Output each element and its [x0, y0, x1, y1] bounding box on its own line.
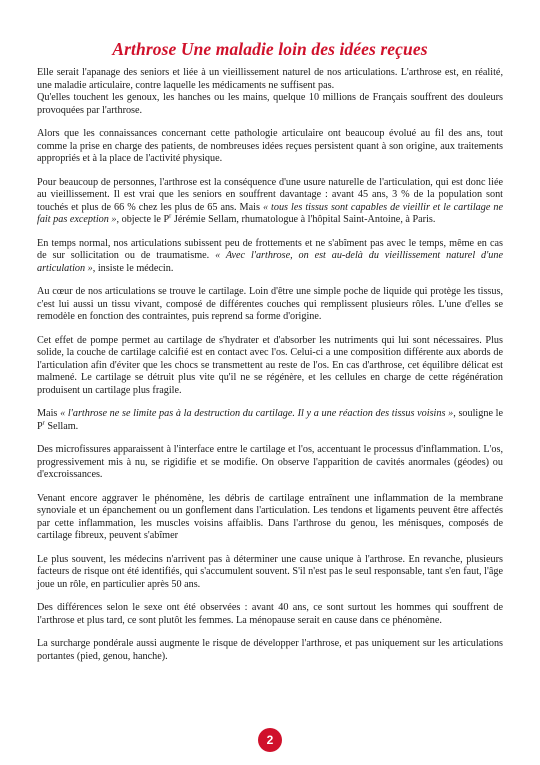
paragraph-4: [37, 238, 503, 276]
paragraph-12: La surcharge pondérale aussi augmente le risque de développer l'arthrose, et pas uniquement sur les articulations portantes (pied, genou, hanche).: [37, 638, 503, 662]
paragraph-8: Des microfissures apparaissent à l'interface entre le cartilage et l'os, accentuant le processus d'inflammation. L'os, progressivement mis à nu, se rigidifie et se modifie. On observe l'apparition de cavités anormales (géodes) ou d'excroissances.: [37, 444, 503, 480]
paragraph-7-text-a: Mais: [37, 408, 61, 419]
paragraph-intro: [37, 67, 503, 117]
superscript: r: [42, 419, 45, 427]
paragraph-7-text-b: , souligne le P: [37, 408, 504, 432]
document-page: [37, 0, 503, 674]
paragraph-2: Alors que les connaissances concernant cette pathologie articulaire ont beaucoup évolué au fil des ans, tout comme la prise en charge des patients, de nombreuses idées reçues persistent quant à son origine, aux traitements appropriés et à la place de l'activité physique.: [37, 128, 503, 164]
paragraph-3-text-c: Jérémie Sellam, rhumatologue à l'hôpital Saint-Antoine, à Paris.: [171, 214, 436, 225]
paragraph-5: Au cœur de nos articulations se trouve le cartilage. Loin d'être une simple poche de liquide qui protège les tissus, c'est lui aussi un tissu vivant, composé de différentes couches qui remplissent plusieurs rôles. L'une d'elles se remodèle en fonction des contraintes, puis reprend sa forme d'origine.: [37, 286, 503, 322]
quote-sellam-2: « Avec l'arthrose, on est au-delà du vieillissement naturel d'une articulation »: [37, 250, 504, 274]
quote-sellam-1: « tous les tissus sont capables de vieillir et le cartilage ne fait pas exception »: [37, 201, 503, 225]
paragraph-7: [37, 408, 503, 433]
paragraph-9: Venant encore aggraver le phénomène, les débris de cartilage entraînent une inflammation de la membrane synoviale et un épanchement ou un gonflement dans l'articulation. Les tendons et ligaments peuvent être affectés par cette inflammation, les muscles voisins affaiblis. Dans l'arthrose du genou, les ménisques, composés de cartilage fibreux, peuvent s'abîmer: [37, 492, 503, 541]
superscript: r: [169, 212, 172, 220]
intro-text: Elle serait l'apanage des seniors et liée à un vieillissement naturel de nos articulations. L'arthrose est, en réalité, une maladie articulaire, contre laquelle les médicaments ne suffisent pas.: [37, 67, 503, 91]
paragraph-4-text-b: , insiste le médecin.: [92, 262, 174, 274]
page-number-badge: 2: [258, 728, 282, 752]
paragraph-4-text-a: En temps normal, nos articulations subissent peu de frottements et ne s'abîment pas avec le temps, même en cas de sur sollicitation ou de traumatisme.: [37, 237, 503, 261]
paragraph-3: [37, 177, 503, 227]
paragraph-7-text-c: Sellam.: [44, 420, 79, 432]
article-title: Arthrose Une maladie loin des idées reçues: [112, 39, 428, 59]
paragraph-6: Cet effet de pompe permet au cartilage de s'hydrater et d'absorber les nutriments qui lui sont nécessaires. Plus solide, la couche de cartilage calcifié est en contact avec l'os. Celui-ci a une composition différente aux abords de l'articulation afin d'éviter que les chocs se transmettent au reste de l'os. En cas d'arthrose, cet équilibre délicat est malmené. Le cartilage se détruit plus vite qu'il ne se régénère, et les cellules en charge de cette régénération produisent un cartilage plus fragile.: [37, 334, 503, 396]
paragraph-10: Le plus souvent, les médecins n'arrivent pas à déterminer une cause unique à l'arthrose. En revanche, plusieurs facteurs de risque ont été identifiés, qui s'accumulent souvent. S'il n'est pas le seul responsable, tant s'en faut, l'âge joue un rôle, en particulier après 50 ans.: [37, 553, 503, 590]
intro-text-2: Qu'elles touchent les genoux, les hanches ou les mains, quelque 10 millions de Français souffrent des douleurs provoquées par l'arthrose.: [37, 92, 503, 116]
paragraph-3-text-a: Pour beaucoup de personnes, l'arthrose est la conséquence d'une usure naturelle de l'articulation, qui est donc liée au vieillissement. Il est vrai que les seniors en souffrent davantage : avant 45 ans, 3 % de la population sont touchés et plus de 66 % chez les plus de 65 ans. Mais: [37, 176, 503, 213]
paragraph-11: Des différences selon le sexe ont été observées : avant 40 ans, ce sont surtout les hommes qui souffrent de l'arthrose et plus tard, ce sont plutôt les femmes. La ménopause serait en cause dans ce phénomène.: [37, 602, 503, 626]
paragraph-3-text-b: , objecte le P: [116, 214, 170, 225]
quote-sellam-3: « l'arthrose ne se limite pas à la destruction du cartilage. Il y a une réaction des tissus voisins »: [60, 408, 454, 419]
article-body: [37, 67, 503, 663]
